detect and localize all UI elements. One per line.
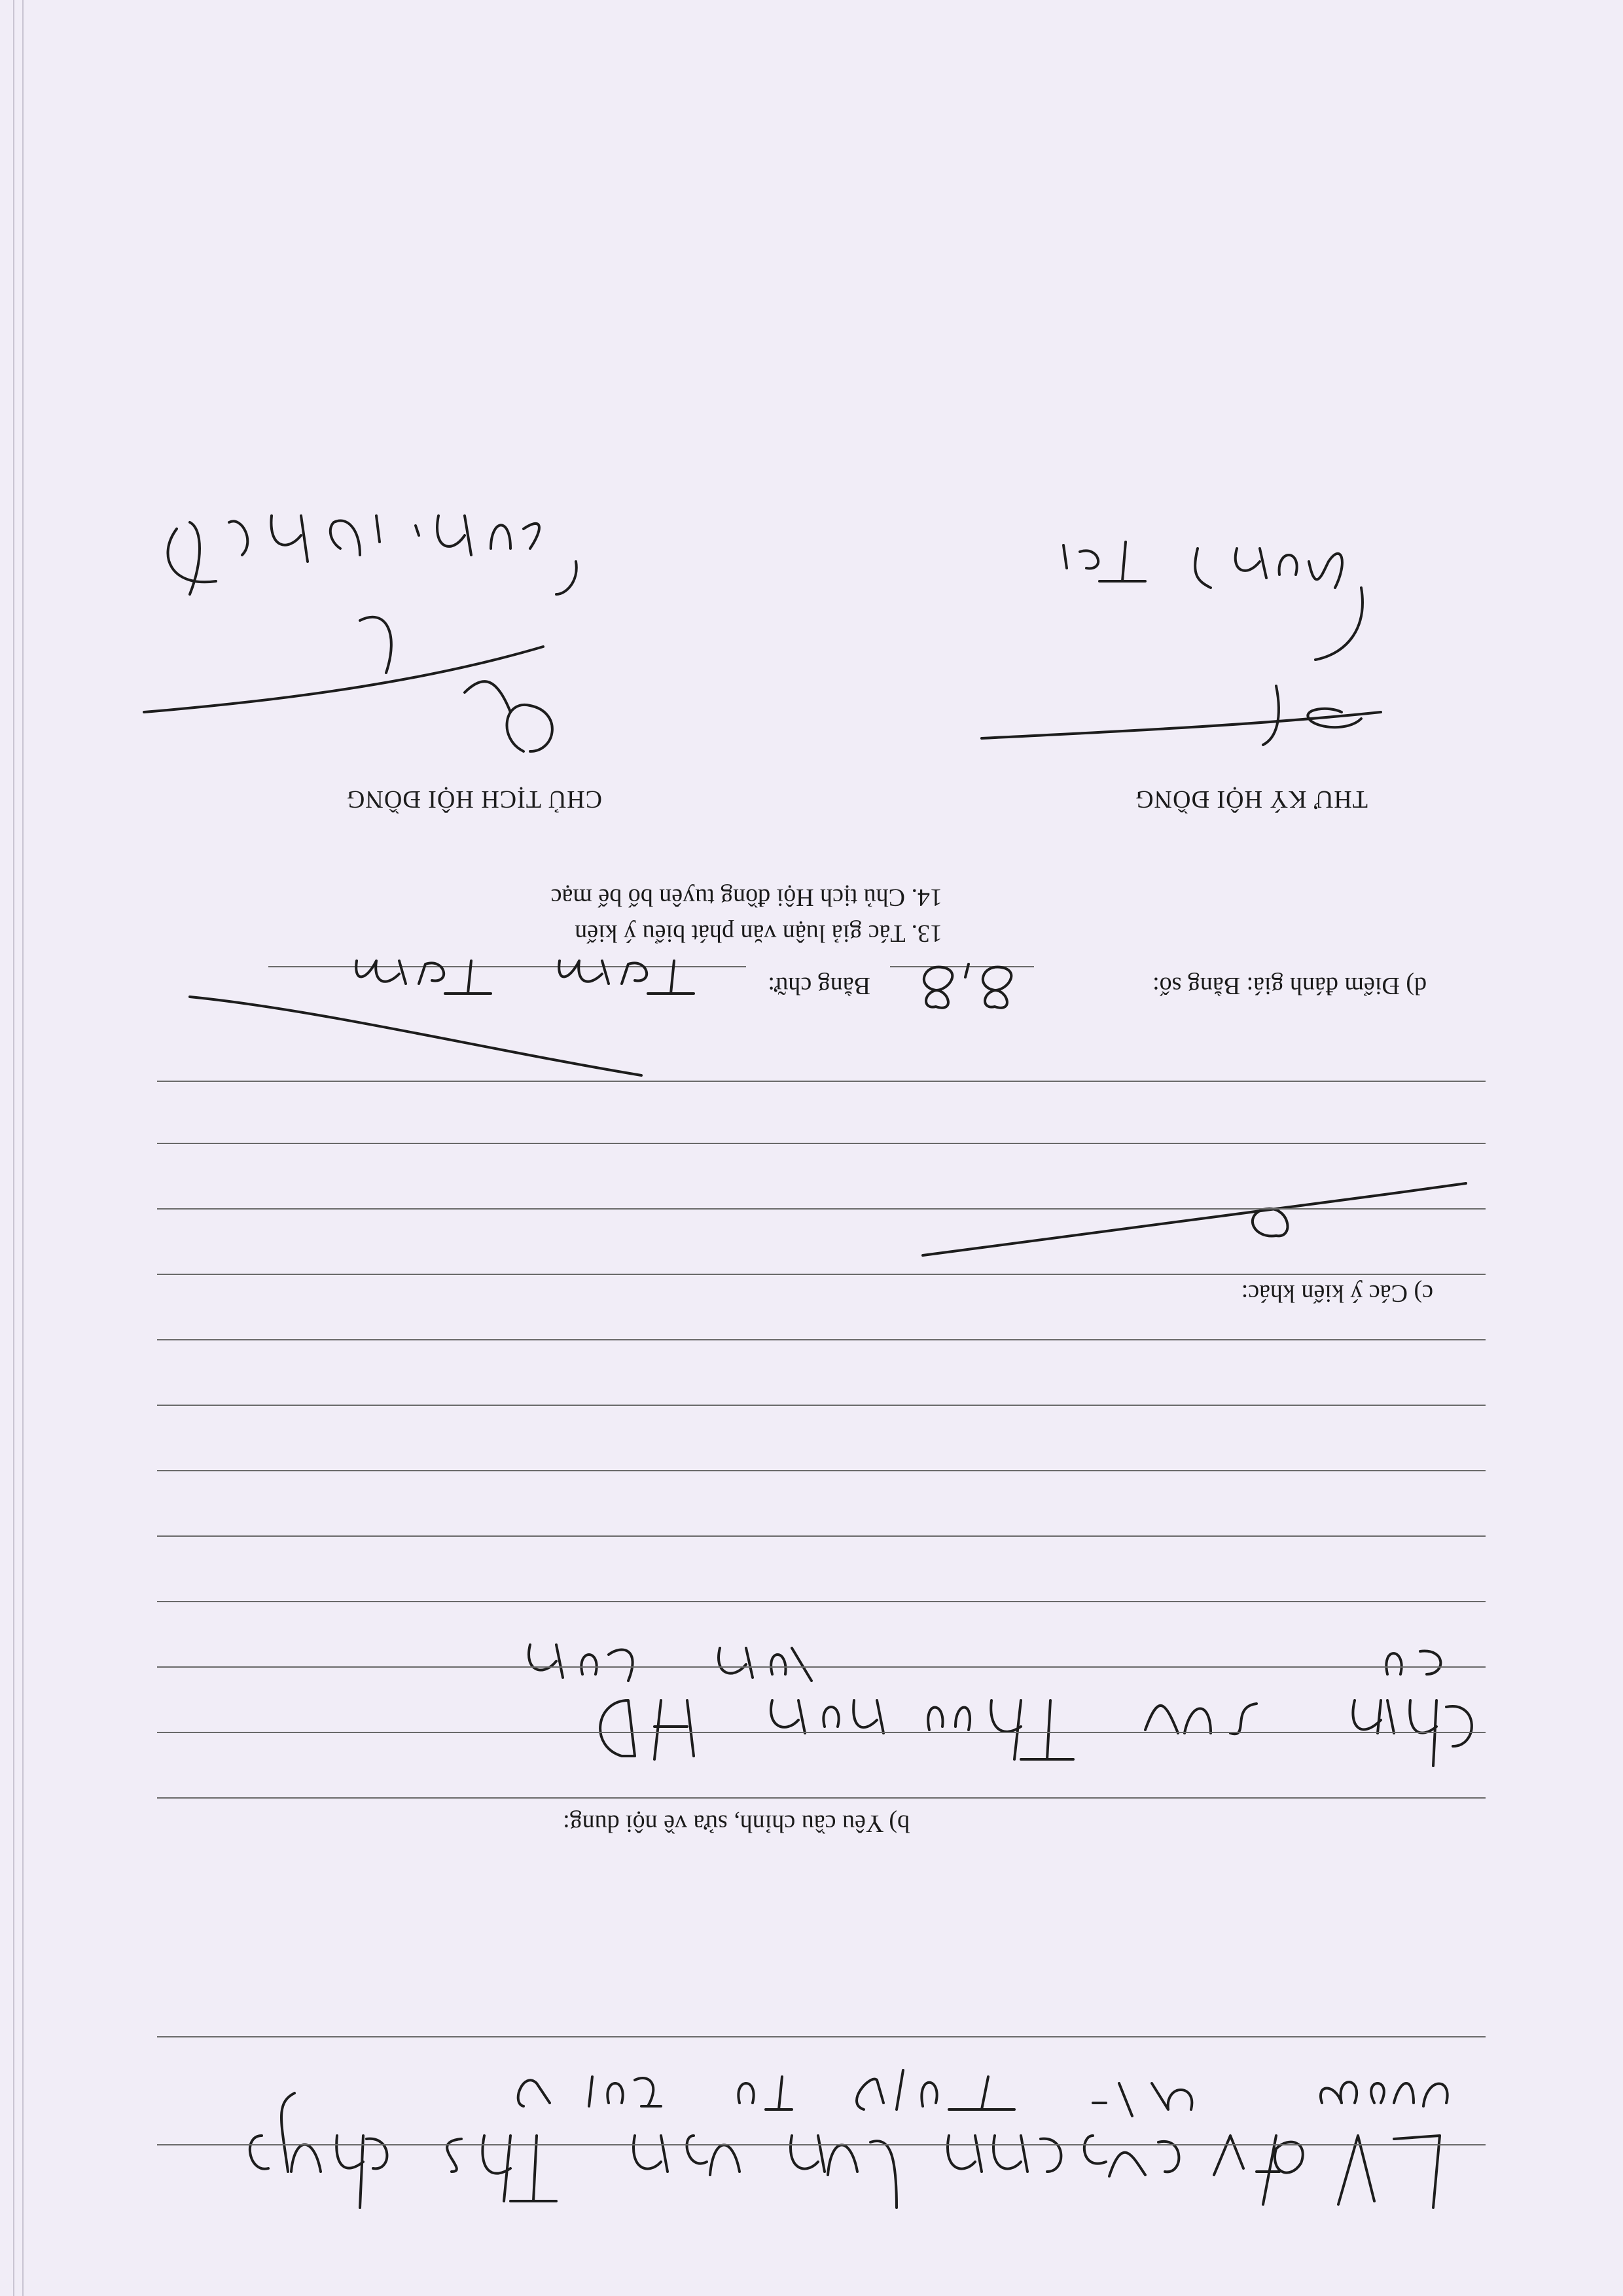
writing-line-12: [157, 1208, 1486, 1210]
score-words-label: Bằng chữ:: [768, 972, 870, 999]
chair-title: CHỦ TỊCH HỘI ĐỒNG: [346, 785, 602, 813]
writing-line-11: [157, 1274, 1486, 1275]
score-number-handwritten: [903, 954, 1021, 1026]
secretary-title: THƯ KÝ HỘI ĐỒNG: [1135, 785, 1368, 813]
writing-line-3: [157, 1797, 1486, 1799]
writing-line-1: [157, 2144, 1486, 2145]
writing-line-6: [157, 1601, 1486, 1602]
writing-line-5: [157, 1666, 1486, 1668]
section-c-label: c) Các ý kiến khác:: [1241, 1280, 1433, 1307]
score-words-handwritten: [314, 948, 707, 1013]
item-13: 13. Tác giả luận văn phát biểu ý kiến: [575, 920, 942, 947]
writing-line-10: [157, 1339, 1486, 1340]
section-b-label: b) Yêu cầu chỉnh, sửa về nội dung:: [563, 1810, 910, 1837]
writing-line-13: [157, 1143, 1486, 1144]
item-14: 14. Chủ tịch Hội đồng tuyên bố bế mạc: [550, 884, 942, 911]
chair-signature: [124, 411, 596, 778]
writing-line-9: [157, 1405, 1486, 1406]
writing-line-4: [157, 1732, 1486, 1733]
writing-line-8: [157, 1470, 1486, 1471]
writing-line-2: [157, 2036, 1486, 2037]
section-d-label: d) Điểm đánh giá: Bằng số:: [1152, 972, 1427, 999]
handwritten-section-b: [249, 1641, 1492, 1785]
handwritten-review: [229, 2064, 1472, 2234]
writing-line-7: [157, 1535, 1486, 1537]
handwritten-section-c: [321, 1144, 1472, 1275]
